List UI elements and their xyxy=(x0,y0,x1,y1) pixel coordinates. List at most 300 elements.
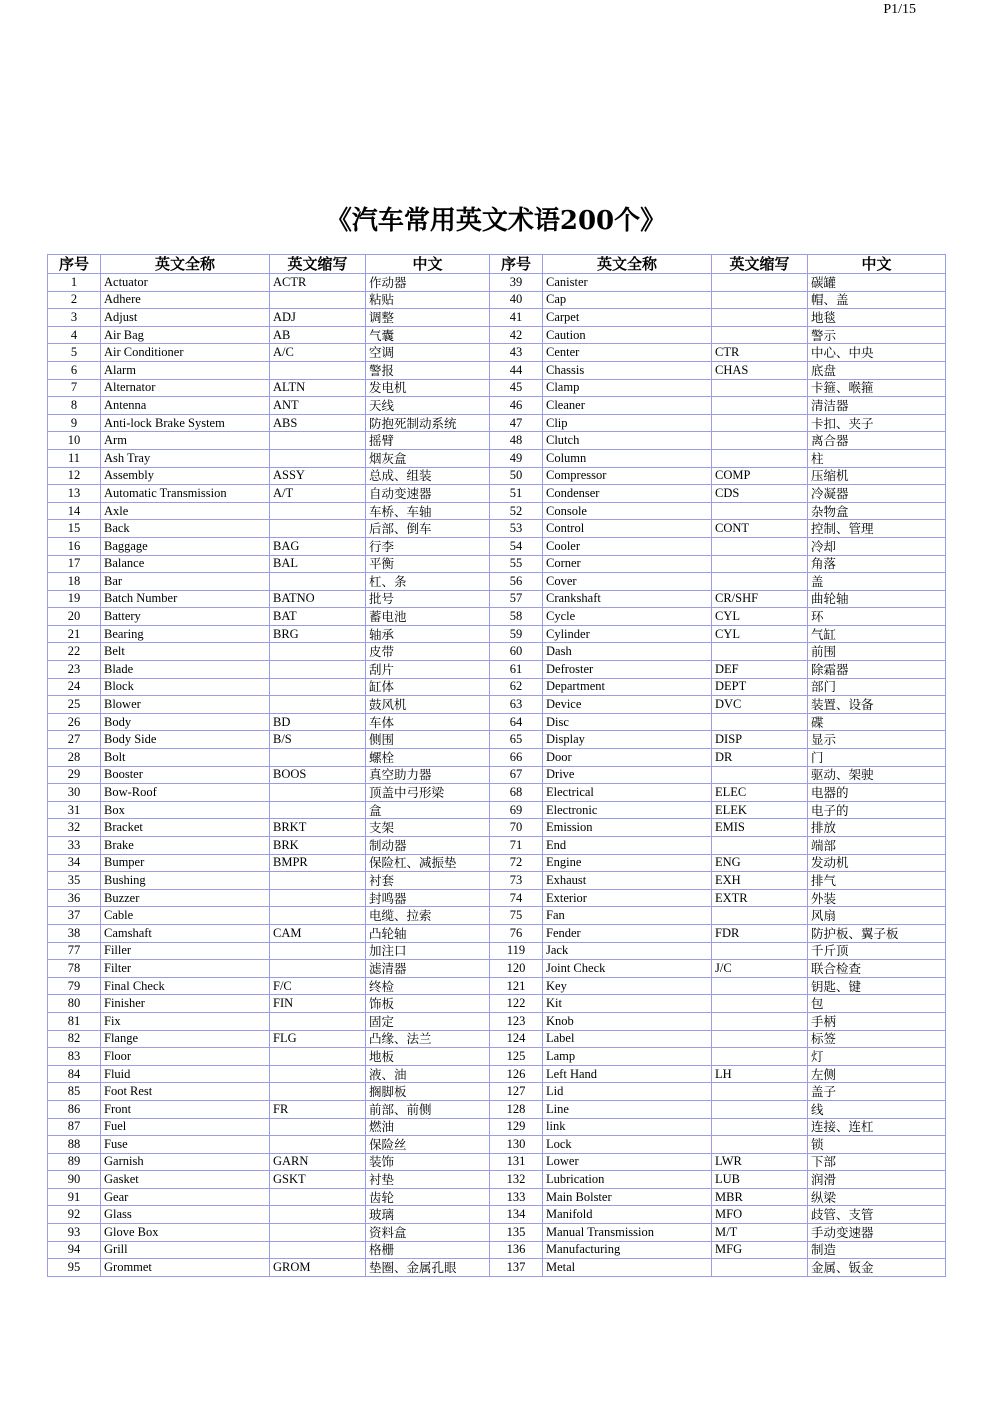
cell-index: 124 xyxy=(490,1030,543,1048)
cell-index: 85 xyxy=(48,1083,101,1101)
cell-chinese: 固定 xyxy=(366,1012,490,1030)
cell-abbreviation xyxy=(270,661,366,679)
cell-index: 51 xyxy=(490,485,543,503)
cell-chinese: 钥匙、键 xyxy=(808,977,946,995)
table-row xyxy=(48,995,946,1013)
cell-chinese: 螺栓 xyxy=(366,749,490,767)
cell-index: 134 xyxy=(490,1206,543,1224)
cell-chinese: 手柄 xyxy=(808,1012,946,1030)
cell-chinese: 灯 xyxy=(808,1048,946,1066)
cell-english-full: Line xyxy=(543,1100,712,1118)
cell-chinese: 保险丝 xyxy=(366,1136,490,1154)
cell-chinese: 联合检查 xyxy=(808,960,946,978)
cell-index: 72 xyxy=(490,854,543,872)
cell-abbreviation xyxy=(270,889,366,907)
cell-abbreviation xyxy=(712,291,808,309)
cell-index: 131 xyxy=(490,1153,543,1171)
header-index: 序号 xyxy=(490,255,543,274)
cell-index: 8 xyxy=(48,397,101,415)
cell-abbreviation: CTR xyxy=(712,344,808,362)
cell-english-full: Display xyxy=(543,731,712,749)
cell-english-full: Label xyxy=(543,1030,712,1048)
cell-chinese: 发电机 xyxy=(366,379,490,397)
cell-chinese: 侧围 xyxy=(366,731,490,749)
cell-english-full: Blower xyxy=(101,696,270,714)
cell-english-full: Alternator xyxy=(101,379,270,397)
cell-chinese: 轴承 xyxy=(366,625,490,643)
cell-chinese: 刮片 xyxy=(366,661,490,679)
cell-index: 4 xyxy=(48,326,101,344)
cell-english-full: Carpet xyxy=(543,309,712,327)
cell-index: 23 xyxy=(48,661,101,679)
cell-english-full: Back xyxy=(101,520,270,538)
table-row xyxy=(48,661,946,679)
header-english-full: 英文全称 xyxy=(101,255,270,274)
table-row xyxy=(48,379,946,397)
cell-english-full: Emission xyxy=(543,819,712,837)
cell-abbreviation xyxy=(712,414,808,432)
cell-index: 21 xyxy=(48,625,101,643)
cell-abbreviation xyxy=(270,432,366,450)
cell-english-full: Brake xyxy=(101,837,270,855)
cell-abbreviation: EXTR xyxy=(712,889,808,907)
cell-index: 82 xyxy=(48,1030,101,1048)
cell-index: 81 xyxy=(48,1012,101,1030)
cell-english-full: Axle xyxy=(101,502,270,520)
table-row xyxy=(48,625,946,643)
cell-abbreviation: LUB xyxy=(712,1171,808,1189)
cell-abbreviation: BATNO xyxy=(270,590,366,608)
cell-english-full: Cap xyxy=(543,291,712,309)
cell-chinese: 除霜器 xyxy=(808,661,946,679)
cell-abbreviation xyxy=(270,696,366,714)
cell-index: 48 xyxy=(490,432,543,450)
cell-chinese: 气囊 xyxy=(366,326,490,344)
cell-english-full: Automatic Transmission xyxy=(101,485,270,503)
table-row xyxy=(48,309,946,327)
cell-abbreviation: CYL xyxy=(712,625,808,643)
cell-index: 26 xyxy=(48,713,101,731)
cell-chinese: 警示 xyxy=(808,326,946,344)
cell-index: 47 xyxy=(490,414,543,432)
cell-abbreviation xyxy=(712,1100,808,1118)
cell-abbreviation xyxy=(270,1083,366,1101)
cell-chinese: 电器的 xyxy=(808,784,946,802)
cell-abbreviation xyxy=(712,1118,808,1136)
cell-abbreviation: M/T xyxy=(712,1224,808,1242)
cell-chinese: 缸体 xyxy=(366,678,490,696)
cell-index: 65 xyxy=(490,731,543,749)
cell-chinese: 盖 xyxy=(808,573,946,591)
cell-abbreviation xyxy=(712,1048,808,1066)
cell-abbreviation xyxy=(712,977,808,995)
cell-abbreviation: MBR xyxy=(712,1188,808,1206)
cell-english-full: Manual Transmission xyxy=(543,1224,712,1242)
cell-abbreviation xyxy=(712,397,808,415)
cell-english-full: Bolt xyxy=(101,749,270,767)
cell-index: 59 xyxy=(490,625,543,643)
cell-english-full: Electrical xyxy=(543,784,712,802)
cell-index: 137 xyxy=(490,1259,543,1277)
cell-abbreviation: MFG xyxy=(712,1241,808,1259)
cell-abbreviation: DISP xyxy=(712,731,808,749)
cell-chinese: 曲轮轴 xyxy=(808,590,946,608)
cell-index: 68 xyxy=(490,784,543,802)
cell-index: 11 xyxy=(48,449,101,467)
cell-chinese: 真空助力器 xyxy=(366,766,490,784)
cell-index: 9 xyxy=(48,414,101,432)
cell-chinese: 压缩机 xyxy=(808,467,946,485)
cell-abbreviation: CAM xyxy=(270,924,366,942)
table-row xyxy=(48,590,946,608)
cell-index: 3 xyxy=(48,309,101,327)
cell-index: 69 xyxy=(490,801,543,819)
table-row xyxy=(48,467,946,485)
cell-abbreviation: BRK xyxy=(270,837,366,855)
cell-chinese: 资料盒 xyxy=(366,1224,490,1242)
cell-english-full: Cylinder xyxy=(543,625,712,643)
table-row xyxy=(48,397,946,415)
cell-chinese: 手动变速器 xyxy=(808,1224,946,1242)
cell-index: 2 xyxy=(48,291,101,309)
cell-english-full: Joint Check xyxy=(543,960,712,978)
cell-english-full: Block xyxy=(101,678,270,696)
cell-english-full: Dash xyxy=(543,643,712,661)
cell-chinese: 柱 xyxy=(808,449,946,467)
cell-chinese: 地板 xyxy=(366,1048,490,1066)
cell-index: 60 xyxy=(490,643,543,661)
table-row xyxy=(48,1012,946,1030)
cell-english-full: Key xyxy=(543,977,712,995)
cell-english-full: Body Side xyxy=(101,731,270,749)
cell-english-full: Bow-Roof xyxy=(101,784,270,802)
cell-english-full: Crankshaft xyxy=(543,590,712,608)
cell-abbreviation: DEPT xyxy=(712,678,808,696)
cell-chinese: 燃油 xyxy=(366,1118,490,1136)
cell-abbreviation xyxy=(270,1224,366,1242)
cell-chinese: 天线 xyxy=(366,397,490,415)
cell-chinese: 总成、组装 xyxy=(366,467,490,485)
cell-english-full: Caution xyxy=(543,326,712,344)
cell-chinese: 卡扣、夹子 xyxy=(808,414,946,432)
cell-english-full: Flange xyxy=(101,1030,270,1048)
cell-abbreviation: BMPR xyxy=(270,854,366,872)
cell-index: 83 xyxy=(48,1048,101,1066)
cell-index: 74 xyxy=(490,889,543,907)
cell-chinese: 部门 xyxy=(808,678,946,696)
cell-abbreviation xyxy=(270,907,366,925)
cell-english-full: Grommet xyxy=(101,1259,270,1277)
table-row xyxy=(48,326,946,344)
table-row xyxy=(48,344,946,362)
cell-chinese: 盒 xyxy=(366,801,490,819)
cell-english-full: Bumper xyxy=(101,854,270,872)
cell-abbreviation xyxy=(712,995,808,1013)
cell-index: 49 xyxy=(490,449,543,467)
table-row xyxy=(48,432,946,450)
cell-index: 121 xyxy=(490,977,543,995)
table-row xyxy=(48,502,946,520)
cell-chinese: 千斤顶 xyxy=(808,942,946,960)
cell-english-full: Buzzer xyxy=(101,889,270,907)
cell-chinese: 车桥、车轴 xyxy=(366,502,490,520)
cell-chinese: 封鸣器 xyxy=(366,889,490,907)
cell-abbreviation xyxy=(712,1136,808,1154)
cell-english-full: Grill xyxy=(101,1241,270,1259)
cell-chinese: 线 xyxy=(808,1100,946,1118)
table-row xyxy=(48,749,946,767)
cell-chinese: 纵梁 xyxy=(808,1188,946,1206)
cell-abbreviation: FR xyxy=(270,1100,366,1118)
table-row xyxy=(48,1153,946,1171)
cell-chinese: 锁 xyxy=(808,1136,946,1154)
cell-chinese: 支架 xyxy=(366,819,490,837)
cell-english-full: Chassis xyxy=(543,361,712,379)
cell-abbreviation xyxy=(270,801,366,819)
cell-abbreviation: BOOS xyxy=(270,766,366,784)
cell-chinese: 作动器 xyxy=(366,274,490,292)
cell-abbreviation xyxy=(270,1048,366,1066)
cell-chinese: 清洁器 xyxy=(808,397,946,415)
cell-chinese: 风扇 xyxy=(808,907,946,925)
header-chinese: 中文 xyxy=(808,255,946,274)
cell-chinese: 防抱死制动系统 xyxy=(366,414,490,432)
cell-index: 78 xyxy=(48,960,101,978)
cell-index: 130 xyxy=(490,1136,543,1154)
cell-index: 32 xyxy=(48,819,101,837)
cell-chinese: 粘贴 xyxy=(366,291,490,309)
table-row xyxy=(48,485,946,503)
table-row xyxy=(48,537,946,555)
cell-abbreviation: ASSY xyxy=(270,467,366,485)
cell-chinese: 杂物盒 xyxy=(808,502,946,520)
cell-english-full: Lid xyxy=(543,1083,712,1101)
cell-chinese: 搁脚板 xyxy=(366,1083,490,1101)
cell-index: 19 xyxy=(48,590,101,608)
cell-abbreviation xyxy=(270,573,366,591)
header-abbreviation: 英文缩写 xyxy=(270,255,366,274)
cell-english-full: Balance xyxy=(101,555,270,573)
cell-chinese: 控制、管理 xyxy=(808,520,946,538)
cell-index: 55 xyxy=(490,555,543,573)
cell-english-full: Assembly xyxy=(101,467,270,485)
cell-chinese: 碟 xyxy=(808,713,946,731)
cell-english-full: Fix xyxy=(101,1012,270,1030)
cell-index: 12 xyxy=(48,467,101,485)
cell-chinese: 歧管、支管 xyxy=(808,1206,946,1224)
cell-index: 45 xyxy=(490,379,543,397)
cell-english-full: Bearing xyxy=(101,625,270,643)
cell-english-full: Belt xyxy=(101,643,270,661)
cell-english-full: Filler xyxy=(101,942,270,960)
cell-abbreviation: B/S xyxy=(270,731,366,749)
table-row xyxy=(48,1241,946,1259)
table-row xyxy=(48,1136,946,1154)
cell-english-full: Glass xyxy=(101,1206,270,1224)
cell-english-full: Ash Tray xyxy=(101,449,270,467)
cell-english-full: Exterior xyxy=(543,889,712,907)
cell-english-full: Floor xyxy=(101,1048,270,1066)
cell-abbreviation xyxy=(270,749,366,767)
cell-index: 33 xyxy=(48,837,101,855)
cell-abbreviation xyxy=(712,309,808,327)
cell-english-full: Adjust xyxy=(101,309,270,327)
cell-index: 136 xyxy=(490,1241,543,1259)
cell-abbreviation: A/T xyxy=(270,485,366,503)
table-row xyxy=(48,678,946,696)
cell-abbreviation: DVC xyxy=(712,696,808,714)
cell-english-full: Lower xyxy=(543,1153,712,1171)
cell-chinese: 驱动、架驶 xyxy=(808,766,946,784)
cell-abbreviation xyxy=(712,379,808,397)
cell-english-full: Lamp xyxy=(543,1048,712,1066)
cell-index: 41 xyxy=(490,309,543,327)
table-row xyxy=(48,1048,946,1066)
cell-english-full: Baggage xyxy=(101,537,270,555)
cell-abbreviation: LH xyxy=(712,1065,808,1083)
cell-index: 88 xyxy=(48,1136,101,1154)
cell-chinese: 烟灰盒 xyxy=(366,449,490,467)
cell-index: 120 xyxy=(490,960,543,978)
cell-chinese: 包 xyxy=(808,995,946,1013)
cell-chinese: 盖子 xyxy=(808,1083,946,1101)
cell-abbreviation: DEF xyxy=(712,661,808,679)
cell-abbreviation xyxy=(270,643,366,661)
cell-abbreviation: A/C xyxy=(270,344,366,362)
table-row xyxy=(48,1083,946,1101)
cell-index: 6 xyxy=(48,361,101,379)
cell-chinese: 鼓风机 xyxy=(366,696,490,714)
cell-english-full: Actuator xyxy=(101,274,270,292)
cell-index: 94 xyxy=(48,1241,101,1259)
table-row xyxy=(48,1206,946,1224)
cell-index: 132 xyxy=(490,1171,543,1189)
cell-abbreviation xyxy=(270,449,366,467)
cell-index: 95 xyxy=(48,1259,101,1277)
cell-index: 123 xyxy=(490,1012,543,1030)
cell-abbreviation: CYL xyxy=(712,608,808,626)
cell-english-full: Lubrication xyxy=(543,1171,712,1189)
cell-english-full: Air Conditioner xyxy=(101,344,270,362)
cell-english-full: Metal xyxy=(543,1259,712,1277)
cell-chinese: 显示 xyxy=(808,731,946,749)
cell-chinese: 空调 xyxy=(366,344,490,362)
cell-chinese: 凸缘、法兰 xyxy=(366,1030,490,1048)
cell-index: 46 xyxy=(490,397,543,415)
cell-chinese: 格栅 xyxy=(366,1241,490,1259)
cell-chinese: 顶盖中弓形梁 xyxy=(366,784,490,802)
cell-abbreviation: EMIS xyxy=(712,819,808,837)
cell-abbreviation: ABS xyxy=(270,414,366,432)
cell-abbreviation xyxy=(712,555,808,573)
cell-abbreviation xyxy=(270,1188,366,1206)
cell-chinese: 下部 xyxy=(808,1153,946,1171)
cell-english-full: Center xyxy=(543,344,712,362)
cell-chinese: 发动机 xyxy=(808,854,946,872)
cell-english-full: Corner xyxy=(543,555,712,573)
cell-abbreviation xyxy=(712,502,808,520)
cell-abbreviation: EXH xyxy=(712,872,808,890)
table-row xyxy=(48,1188,946,1206)
cell-english-full: Booster xyxy=(101,766,270,784)
cell-english-full: Batch Number xyxy=(101,590,270,608)
table-row xyxy=(48,1224,946,1242)
cell-index: 31 xyxy=(48,801,101,819)
table-row xyxy=(48,1030,946,1048)
cell-chinese: 蓄电池 xyxy=(366,608,490,626)
cell-chinese: 冷凝器 xyxy=(808,485,946,503)
cell-index: 91 xyxy=(48,1188,101,1206)
cell-chinese: 地毯 xyxy=(808,309,946,327)
cell-english-full: Control xyxy=(543,520,712,538)
cell-abbreviation xyxy=(270,960,366,978)
cell-chinese: 液、油 xyxy=(366,1065,490,1083)
table-row xyxy=(48,555,946,573)
cell-english-full: Compressor xyxy=(543,467,712,485)
cell-index: 16 xyxy=(48,537,101,555)
cell-abbreviation xyxy=(270,291,366,309)
cell-english-full: Exhaust xyxy=(543,872,712,890)
cell-abbreviation xyxy=(712,1259,808,1277)
table-row xyxy=(48,449,946,467)
cell-english-full: Disc xyxy=(543,713,712,731)
table-row xyxy=(48,960,946,978)
cell-chinese: 帽、盖 xyxy=(808,291,946,309)
cell-chinese: 环 xyxy=(808,608,946,626)
cell-chinese: 外装 xyxy=(808,889,946,907)
cell-english-full: Adhere xyxy=(101,291,270,309)
cell-chinese: 衬垫 xyxy=(366,1171,490,1189)
cell-english-full: Column xyxy=(543,449,712,467)
cell-index: 27 xyxy=(48,731,101,749)
cell-chinese: 端部 xyxy=(808,837,946,855)
cell-index: 37 xyxy=(48,907,101,925)
cell-abbreviation xyxy=(712,432,808,450)
header-english-full: 英文全称 xyxy=(543,255,712,274)
table-row xyxy=(48,1171,946,1189)
cell-abbreviation: ELEK xyxy=(712,801,808,819)
cell-chinese: 凸轮轴 xyxy=(366,924,490,942)
cell-english-full: Body xyxy=(101,713,270,731)
cell-english-full: Blade xyxy=(101,661,270,679)
cell-index: 34 xyxy=(48,854,101,872)
cell-index: 18 xyxy=(48,573,101,591)
cell-abbreviation: J/C xyxy=(712,960,808,978)
cell-chinese: 排气 xyxy=(808,872,946,890)
cell-abbreviation xyxy=(712,713,808,731)
cell-abbreviation: MFO xyxy=(712,1206,808,1224)
cell-abbreviation xyxy=(712,766,808,784)
cell-index: 119 xyxy=(490,942,543,960)
cell-abbreviation: DR xyxy=(712,749,808,767)
cell-index: 17 xyxy=(48,555,101,573)
cell-chinese: 制动器 xyxy=(366,837,490,855)
cell-abbreviation: ENG xyxy=(712,854,808,872)
cell-index: 43 xyxy=(490,344,543,362)
cell-english-full: Cycle xyxy=(543,608,712,626)
cell-abbreviation xyxy=(270,1065,366,1083)
cell-chinese: 垫圈、金属孔眼 xyxy=(366,1259,490,1277)
cell-english-full: Gasket xyxy=(101,1171,270,1189)
cell-index: 56 xyxy=(490,573,543,591)
cell-abbreviation: CONT xyxy=(712,520,808,538)
cell-abbreviation xyxy=(712,1083,808,1101)
cell-english-full: Fan xyxy=(543,907,712,925)
cell-english-full: Lock xyxy=(543,1136,712,1154)
cell-chinese: 离合器 xyxy=(808,432,946,450)
cell-chinese: 冷却 xyxy=(808,537,946,555)
cell-chinese: 终检 xyxy=(366,977,490,995)
